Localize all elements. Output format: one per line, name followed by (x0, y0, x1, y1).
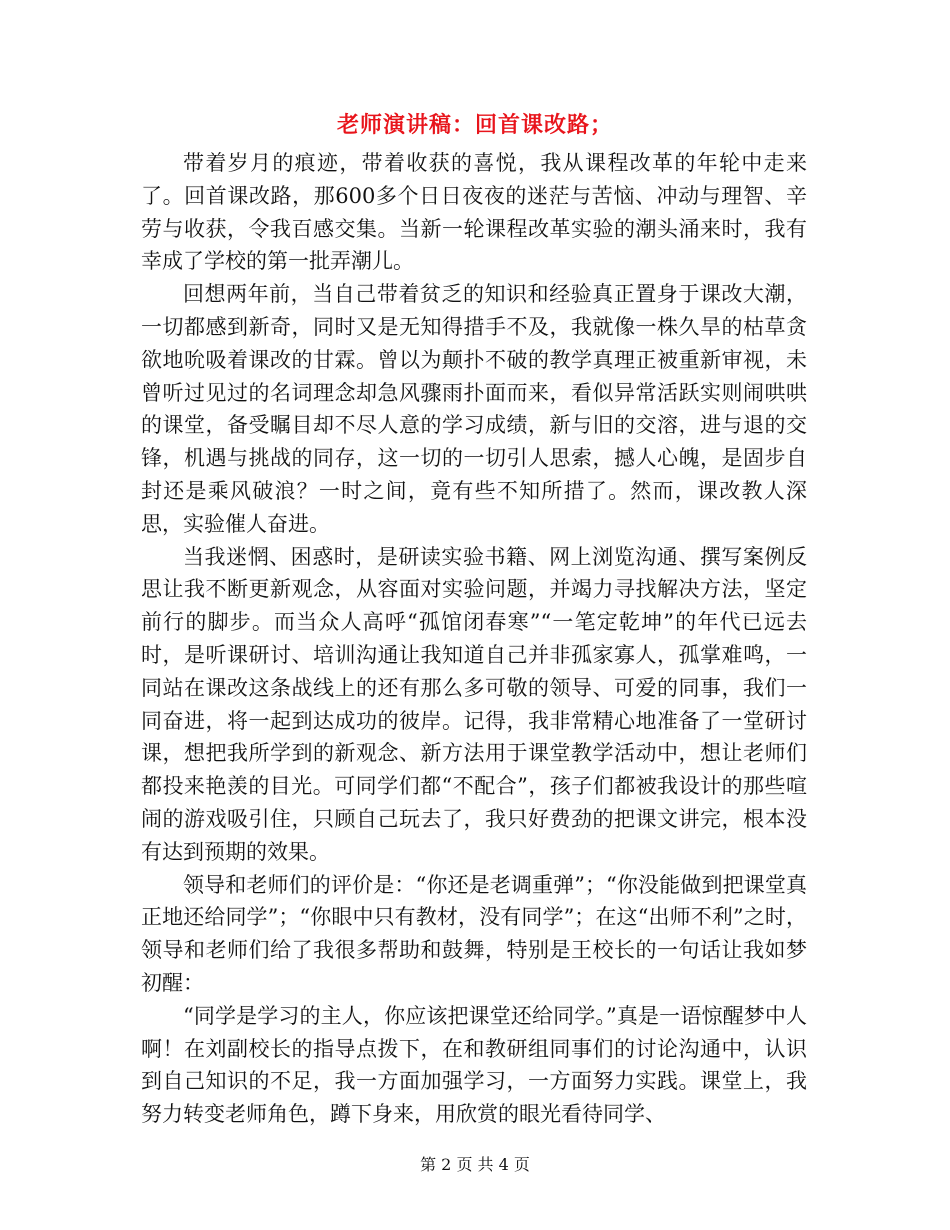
document-title: 老师演讲稿：回首课改路； (336, 112, 613, 138)
page-number-footer: 第 2 页 共 4 页 (420, 1155, 530, 1174)
document-body (141, 147, 807, 1131)
paragraph: 当我迷惘、困惑时，是研读实验书籍、网上浏览沟通、撰写案例反思让我不断更新观念，从容面对实验问题，并竭力寻找解决方法，坚定前行的脚步。而当众人高呼“孤馆闭春寒”“一笔定乾坤”的年代已远去时，是听课研讨、培训沟通让我知道自己并非孤家寡人，孤掌难鸣，一同站在课改这条战线上的还有那么多可敬的领导、可爱的同事，我们一同奋进，将一起到达成功的彼岸。记得，我非常精心地准备了一堂研讨课，想把我所学到的新观念、新方法用于课堂教学活动中，想让老师们都投来艳羡的目光。可同学们都“不配合”，孩子们都被我设计的那些喧闹的游戏吸引住，只顾自己玩去了，我只好费劲的把课文讲完，根本没有达到预期的效果。 (141, 544, 807, 864)
paragraph: 回想两年前，当自己带着贫乏的知识和经验真正置身于课改大潮，一切都感到新奇，同时又是无知得措手不及，我就像一株久旱的枯草贪欲地吮吸着课改的甘霖。曾以为颠扑不破的教学真理正被重新审视，未曾听过见过的名词理念却急风骤雨扑面而来，看似异常活跃实则闹哄哄的课堂，备受瞩目却不尽人意的学习成绩，新与旧的交溶，进与退的交锋，机遇与挑战的同存，这一切的一切引人思索，撼人心魄，是固步自封还是乘风破浪？一时之间，竟有些不知所措了。然而，课改教人深思，实验催人奋进。 (141, 282, 807, 536)
paragraph: 领导和老师们的评价是：“你还是老调重弹”；“你没能做到把课堂真正地还给同学”；“你眼中只有教材，没有同学”；在这“出师不利”之时，领导和老师们给了我很多帮助和鼓舞，特别是王校长的一句话让我如梦初醒： (141, 872, 807, 995)
paragraph: “同学是学习的主人，你应该把课堂还给同学。”真是一语惊醒梦中人啊！在刘副校长的指导点拨下，在和教研组同事们的讨论沟通中，认识到自己知识的不足，我一方面加强学习，一方面努力实践。课堂上，我努力转变老师角色，蹲下身来，用欣赏的眼光看待同学、 (141, 1003, 807, 1127)
paragraph: 带着岁月的痕迹，带着收获的喜悦，我从课程改革的年轮中走来了。回首课改路，那600多个日日夜夜的迷茫与苦恼、冲动与理智、辛劳与收获，令我百感交集。当新一轮课程改革实验的潮头涌来时，我有幸成了学校的第一批弄潮儿。 (141, 151, 807, 274)
